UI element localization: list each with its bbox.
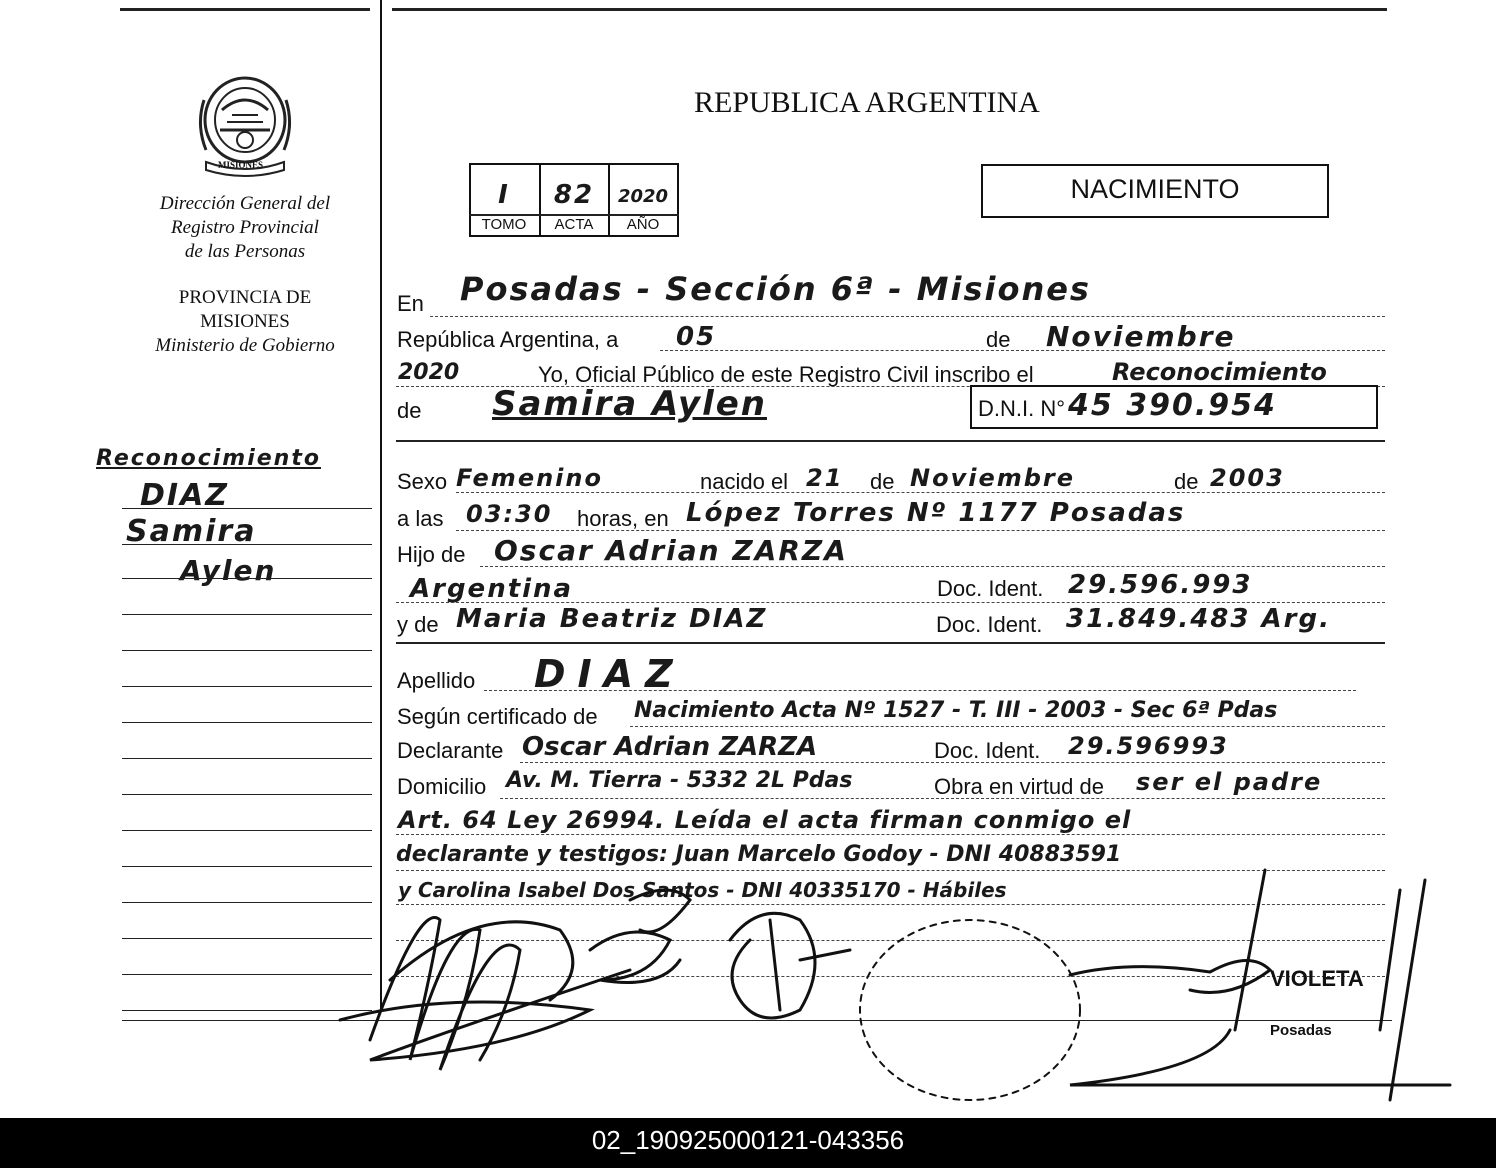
month-value: Noviembre [1046, 320, 1236, 353]
republica-label: República Argentina, a [397, 327, 619, 352]
text-line-3: y Carolina Isabel Dos Santos - DNI 40335170 - Hábiles [398, 878, 1007, 902]
father-doc: 29.596.993 [1068, 570, 1253, 600]
apellido-value: DIAZ [534, 652, 685, 696]
act-value: Reconocimiento [1112, 358, 1327, 386]
en-value: Posadas - Sección 6ª - Misiones [460, 270, 1091, 308]
declarante-value: Oscar Adrian ZARZA [522, 732, 818, 762]
domicilio-line [500, 798, 1385, 799]
father-value: Oscar Adrian ZARZA [494, 534, 848, 567]
ano-label: AÑO [626, 216, 660, 233]
agency-line-1: Dirección General del [159, 193, 331, 214]
section-rule-1 [396, 440, 1385, 442]
agency-line-2: Registro Provincial [171, 217, 319, 238]
tomo-value: I [498, 180, 510, 210]
acta-value: 82 [553, 180, 595, 210]
apellido-line [484, 690, 1356, 691]
birth-day: 21 [806, 464, 844, 492]
obra-value: ser el padre [1136, 768, 1323, 796]
margin-note-name-2: Aylen [180, 554, 277, 587]
father-nationality: Argentina [410, 574, 574, 604]
mother-value: Maria Beatriz DIAZ [456, 604, 768, 634]
ministry-name: Ministerio de Gobierno [155, 335, 335, 356]
footer-code: 02_190925000121-043356 [591, 1125, 905, 1155]
footer-code-bar [0, 1118, 1496, 1168]
seal-label: MISIONES [218, 160, 264, 170]
province-line-1: PROVINCIA DE [178, 287, 312, 308]
day-value: 05 [676, 322, 717, 352]
yo-text: Yo, Oficial Público de este Registro Civil inscribo el [538, 362, 1034, 387]
apellido-label: Apellido [397, 668, 476, 693]
dni-label: D.N.I. N° [978, 396, 1066, 421]
domicilio-label: Domicilio [397, 774, 487, 799]
province-name [120, 286, 370, 358]
province-line-2: MISIONES [200, 311, 290, 332]
ano-value: 2020 [617, 186, 669, 207]
domicilio-value: Av. M. Tierra - 5332 2L Pdas [506, 768, 853, 793]
sexo-label: Sexo [397, 469, 448, 494]
dni-value: 45 390.954 [1068, 388, 1277, 423]
of-value: Samira Aylen [492, 384, 767, 424]
segun-line [630, 726, 1385, 727]
sexo-value: Femenino [456, 464, 603, 492]
section-rule-2 [396, 642, 1385, 644]
hijo-label: Hijo de [397, 542, 466, 567]
alas-label: a las [397, 506, 444, 531]
hijo-line [480, 566, 1385, 567]
year-value: 2020 [398, 360, 460, 385]
horas-label: horas, en [577, 506, 669, 531]
tomo-label: TOMO [481, 216, 527, 233]
acta-label: ACTA [554, 216, 594, 233]
doc-label-2: Doc. Ident. [936, 612, 1043, 637]
declarante-label: Declarante [397, 738, 504, 763]
stamp-name: VIOLETA [1270, 966, 1364, 991]
birth-year: 2003 [1210, 464, 1285, 492]
yde-label: y de [397, 612, 439, 637]
en-line [430, 316, 1385, 317]
declarante-line [520, 762, 1385, 763]
agency-line-3: de las Personas [184, 241, 306, 262]
column-divider [380, 0, 382, 1010]
text-line-1: Art. 64 Ley 26994. Leída el acta firman conmigo el [398, 806, 1132, 834]
record-type-label: NACIMIENTO [1070, 174, 1240, 204]
segun-value: Nacimiento Acta Nº 1527 - T. III - 2003 - Sec 6ª Pdas [634, 698, 1278, 723]
agency-name [120, 192, 370, 264]
alas-line [456, 530, 1385, 531]
margin-note-surname: DIAZ [140, 478, 230, 513]
margin-note-title: Reconocimiento [96, 446, 321, 471]
doc-label-1: Doc. Ident. [937, 576, 1044, 601]
place-value: López Torres Nº 1177 Posadas [686, 498, 1186, 528]
top-rule-left [120, 8, 370, 11]
sexo-line [456, 492, 1385, 493]
de-label-1: de [986, 327, 1011, 352]
top-rule-right [392, 8, 1387, 11]
country-title: REPUBLICA ARGENTINA [694, 86, 1040, 119]
text-line-2: declarante y testigos: Juan Marcelo Godoy - DNI 40883591 [396, 842, 1122, 867]
republica-line [660, 350, 1385, 351]
obra-label: Obra en virtud de [934, 774, 1104, 799]
en-label: En [397, 291, 424, 316]
doc-label-3: Doc. Ident. [934, 738, 1041, 763]
mother-doc: 31.849.483 Arg. [1066, 604, 1331, 634]
nationality-line [396, 602, 1385, 603]
declarante-doc: 29.596993 [1068, 732, 1229, 760]
stamp-city: Posadas [1270, 1022, 1332, 1039]
nacido-label: nacido el [700, 469, 789, 494]
margin-note-name-1: Samira [126, 514, 257, 549]
text-rule-1 [396, 834, 1385, 835]
de-label-4: de [1174, 469, 1199, 494]
birth-month: Noviembre [910, 464, 1076, 492]
de-label-3: de [870, 469, 895, 494]
de-label-2: de [397, 398, 422, 423]
hour-value: 03:30 [466, 500, 553, 528]
segun-label: Según certificado de [397, 704, 598, 729]
